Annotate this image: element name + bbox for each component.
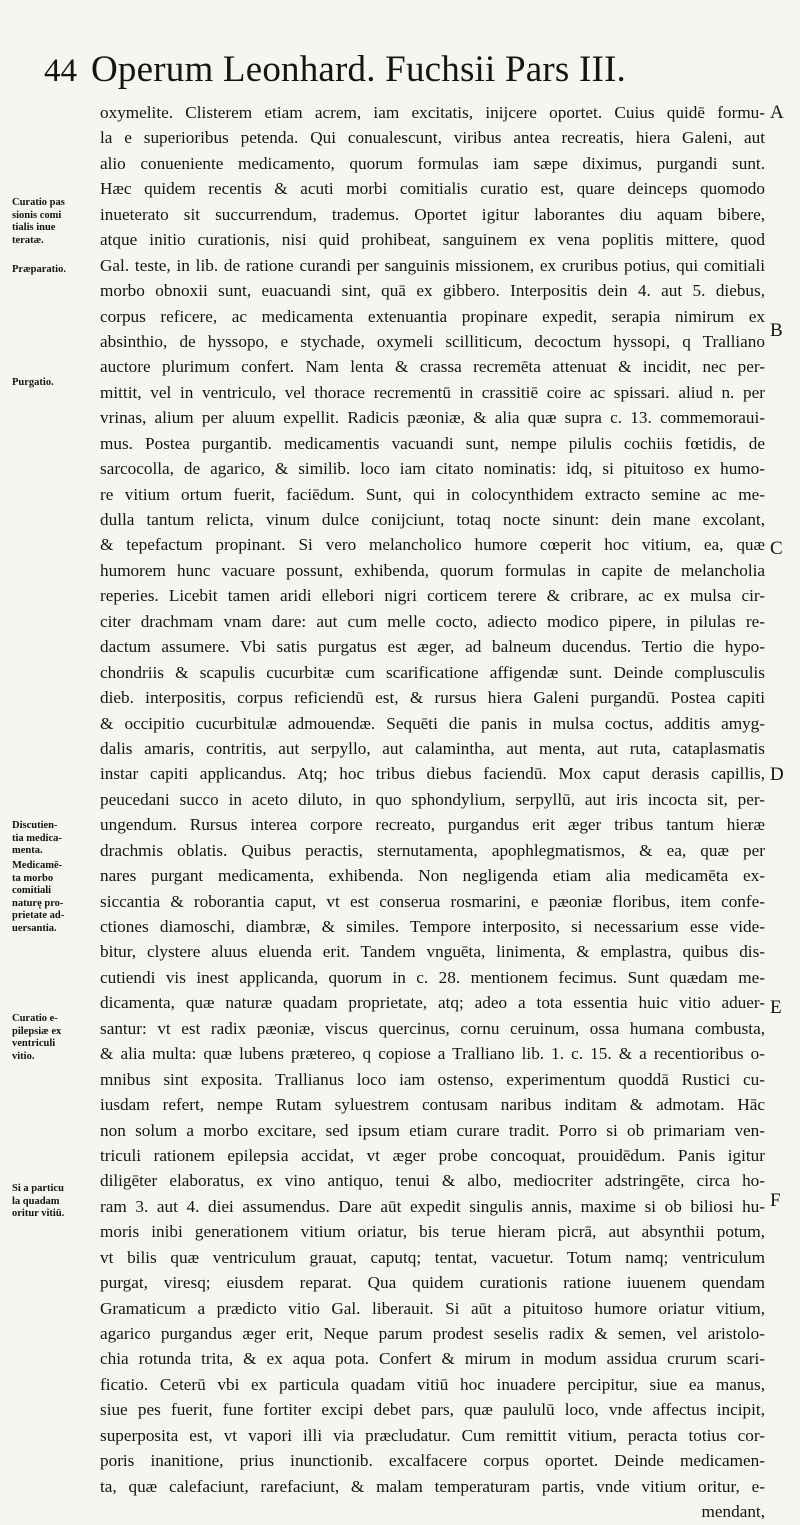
text-line: dalis amaris, contritis, aut serpyllo, aut calamintha, aut menta, aut ruta, cataplasmatis bbox=[100, 738, 765, 758]
margin-note-line: Præparatio. bbox=[12, 264, 66, 275]
text-line: moris inibi generationem vitium oriatur, bis terue hieram picrā, aut absynthii potum, bbox=[100, 1222, 765, 1242]
text-line: reperies. Licebit tamen aridi ellebori nigri corticem terere & cribrare, ac ex mulsa cir- bbox=[100, 586, 765, 606]
margin-note-line: la quadam bbox=[12, 1195, 60, 1207]
text-line: humorem hunc vacuare possunt, exhibenda, quorum formulas in capite de melancholia bbox=[100, 560, 765, 580]
text-line: bitur, clystere aluus eluenda erit. Tandem vnguēta, linimenta, & emplastra, quibus dis- bbox=[100, 942, 765, 962]
text-line: sarcocolla, de agarico, & similib. loco iam citato nominatis: idq, si pituitoso ex humo- bbox=[100, 459, 765, 479]
text-line: ungendum. Rursus interea corpore recreato, purgandus erit æger tribus tantum hieræ bbox=[100, 815, 765, 835]
margin-note-line: uersantia. bbox=[12, 922, 57, 934]
text-line: siccantia & roborantia caput, vt est conserua rosmarini, e pæoniæ floribus, item confe- bbox=[100, 891, 765, 911]
text-line: mus. Postea purgantib. medicamentis vacuandi sunt, nempe pilulis cochiis fœtidis, de bbox=[100, 433, 765, 453]
margin-note-line: Discutien- bbox=[12, 820, 58, 831]
text-line: auctore plurimum confert. Nam lenta & crassa recremēta attenuat & incidit, nec per- bbox=[100, 357, 765, 377]
text-line: & tepefactum propinant. Si vero melancholico humore cœperit hoc vitium, ea, quæ bbox=[100, 535, 765, 555]
margin-note-line: Purgatio. bbox=[12, 377, 54, 388]
margin-note-line: tia medica- bbox=[12, 832, 62, 844]
text-line: purgat, viresq; eiusdem reparat. Qua quidem curationis ratione iuuenem quendam bbox=[100, 1273, 765, 1293]
text-line: atque initio curationis, nisi quid prohibeat, sanguinem ex vena poplitis mittere, quod bbox=[100, 230, 765, 250]
margin-note-line: pilepsiæ ex bbox=[12, 1025, 62, 1037]
text-line: cutiendi vis inest applicanda, quorum in c. 28. mentionem fecimus. Sunt quædam me- bbox=[100, 967, 765, 987]
text-line: poris inanitione, prius inunctionib. excalfacere corpus oportet. Deinde medicamen- bbox=[100, 1451, 765, 1471]
section-letter-a: A bbox=[770, 102, 784, 123]
text-line: Gal. teste, in lib. de ratione curandi per sanguinis missionem, ex cruribus potius, qui comitiali bbox=[100, 255, 765, 275]
section-letter-c: C bbox=[770, 538, 783, 559]
margin-note bbox=[12, 1183, 98, 1221]
section-letter-d: D bbox=[770, 764, 784, 785]
margin-note-line: Curatio e- bbox=[12, 1013, 58, 1024]
text-line: vt bilis quæ ventriculum grauat, caputq; tentat, vacuetur. Totum namq; ventriculum bbox=[100, 1247, 765, 1267]
margin-note-line: naturę pro- bbox=[12, 897, 64, 909]
text-line: chondriis & scapulis cucurbitæ cum scarificatione affigendæ sunt. Deinde complusculis bbox=[100, 662, 765, 682]
margin-note-line: ventriculi bbox=[12, 1038, 56, 1049]
margin-note-line: tialis inue bbox=[12, 222, 56, 233]
text-line: agarico purgandus æger erit, Neque parum prodest seselis radix & semen, vel aristolo- bbox=[100, 1324, 765, 1343]
margin-note-line: ta morbo bbox=[12, 872, 54, 884]
text-line: citer drachmam vnam dare: aut cum melle cocto, adiecto modico pipere, in pilulas re- bbox=[100, 611, 765, 631]
section-letter-b: B bbox=[770, 320, 783, 341]
margin-note-line: prietate ad- bbox=[12, 910, 65, 921]
margin-note bbox=[12, 1013, 98, 1063]
margin-note-line: oritur vitiū. bbox=[12, 1208, 65, 1219]
margin-note-line: menta. bbox=[12, 845, 43, 856]
page-header bbox=[44, 48, 626, 98]
text-line: morbo obnoxii sunt, euacuandi sint, quā ex gibbero. Interpositis dein 4. aut 5. diebus, bbox=[100, 281, 765, 301]
margin-note bbox=[12, 197, 98, 247]
text-line: ctiones diamoschi, diambræ, & similes. Tempore interposito, si necessarium esse vide- bbox=[100, 917, 765, 936]
text-line: diligēter elaboratus, ex vino antiquo, tenui & albo, mediocriter adstringēte, circa ho- bbox=[100, 1171, 765, 1191]
text-line: iusdam refert, nempe Rutam syluestrem contusam naribus inditam & admotam. Hāc bbox=[100, 1095, 765, 1115]
margin-note-line: sionis comi bbox=[12, 209, 62, 221]
margin-note-line: comitiali bbox=[12, 885, 52, 896]
text-line: mittit, vel in ventriculo, vel thorace recrementū in crassitiē coire ac spissari. aliud n. per bbox=[100, 382, 765, 402]
section-letter-f: F bbox=[770, 1190, 781, 1211]
text-line: inueterato sit succurrendum, trademus. Oportet igitur laborantes diu aquam bibere, bbox=[100, 204, 765, 224]
text-line: re vitium ortum fuerit, faciēdum. Sunt, qui in colocynthidem extracto semine ac me- bbox=[100, 484, 765, 504]
text-line: siue pes fuerit, fune fortiter excipi debet pars, quæ paululū loco, vnde affectus incipit, bbox=[100, 1400, 765, 1420]
text-line: chia rotunda trita, & ex aqua pota. Confert & mirum in modum assidua crurum scari- bbox=[100, 1349, 765, 1369]
text-line: vrinas, alium per aluum expellit. Radicis pæoniæ, & alia quæ supra c. 13. commemoraui- bbox=[100, 408, 765, 428]
text-line: alio conueniente medicamento, quorum formulas iam sæpe diximus, purgandi sunt. bbox=[100, 153, 765, 173]
margin-note-line: Medicamē- bbox=[12, 860, 63, 871]
text-line: dactum assumere. Vbi satis purgatus est æger, ad balneum ducendus. Tertio die hypo- bbox=[100, 637, 765, 657]
text-line: oxymelite. Clisterem etiam acrem, iam excitatis, inijcere oportet. Cuius quidē formu- bbox=[100, 103, 765, 122]
folio-number: 44 bbox=[44, 53, 77, 89]
margin-note bbox=[12, 264, 98, 277]
section-letter-e: E bbox=[770, 997, 782, 1018]
text-line: & alia multa: quæ lubens prætereo, q copiose a Tralliano lib. 1. c. 15. & a recentioribus o- bbox=[100, 1044, 765, 1064]
text-line: Gramaticum a prædicto vitio Gal. liberauit. Si aūt a pituitoso humore oriatur vitium, bbox=[100, 1298, 765, 1318]
body-text bbox=[100, 100, 765, 1525]
margin-note-line: Si a particu bbox=[12, 1183, 64, 1194]
text-line: dulla tantum relicta, vinum dulce conijciunt, totaq nocte sinunt: dein mane excolant, bbox=[100, 510, 765, 529]
text-line: & occipitio cucurbitulæ admouendæ. Sequēti die panis in mulsa coctus, additis amyg- bbox=[100, 713, 765, 733]
text-line: la e superioribus petenda. Qui conualescunt, viribus antea recreatis, hiera Galeni, aut bbox=[100, 128, 765, 148]
margin-note bbox=[12, 377, 98, 390]
text-line: dicamenta, quæ naturæ quadam proprietate, atq; adeo a tota essentia huic vitio aduer- bbox=[100, 993, 765, 1013]
text-line: ram 3. aut 4. diei assumendus. Dare aūt expedit singulis annis, maxime si ob biliosi hu- bbox=[100, 1196, 765, 1216]
text-line: superposita est, vt vapori illi via præcludatur. Cum remittit vitium, peracta totius cor- bbox=[100, 1425, 765, 1445]
text-line: mnibus sint exposita. Trallianus loco iam ostenso, experimentum quoddā Rustici cu- bbox=[100, 1069, 765, 1089]
margin-note-line: teratæ. bbox=[12, 234, 44, 246]
text-line: triculi rationem epilepsia accidat, vt æger probe concoquat, prouidēdum. Panis igitur bbox=[100, 1145, 765, 1165]
text-line: Hæc quidem recentis & acuti morbi comitialis curatio est, quare deinceps quomodo bbox=[100, 179, 765, 199]
text-line: peucedani succo in aceto diluto, in quo sphondylium, serpyllū, aut iris incocta sit, per- bbox=[100, 789, 765, 809]
text-line: dieb. interpositis, corpus reficiendū est, & rursus hiera Galeni purgandū. Postea capiti bbox=[100, 688, 765, 708]
text-line: ta, quæ calefaciunt, rarefaciunt, & malam temperaturam partis, vnde vitium oritur, e- bbox=[100, 1476, 765, 1496]
text-line: santur: vt est radix pæoniæ, viscus quercinus, cornu ceruinum, ossa humana combusta, bbox=[100, 1018, 765, 1038]
text-line: corpus reficere, ac medicamenta extenuantia propinare expedit, serapia nimirum ex bbox=[100, 306, 765, 326]
text-line: absinthio, de hyssopo, e stychade, oxymeli scilliticum, decoctum hyssopi, q Tralliano bbox=[100, 331, 765, 351]
text-line: mendant, bbox=[701, 1502, 765, 1522]
text-line: drachmis oblatis. Quibus peractis, sternutamenta, apophlegmatismos, & ea, quæ per bbox=[100, 840, 765, 860]
text-line: instar capiti applicandus. Atq; hoc tribus diebus faciendū. Mox caput derasis capillis, bbox=[100, 764, 765, 784]
margin-note-line: Curatio pas bbox=[12, 197, 65, 208]
text-line: ficatio. Ceterū vbi ex particula quadam vitiū hoc inuadere percipitur, siue ea manus, bbox=[100, 1374, 765, 1394]
text-line: nares purgant medicamenta, exhibenda. Non negligenda etiam alia medicamēta ex- bbox=[100, 866, 765, 886]
running-title: Operum Leonhard. Fuchsii Pars III. bbox=[91, 49, 626, 90]
margin-note bbox=[12, 820, 98, 858]
margin-note-line: vitio. bbox=[12, 1050, 35, 1062]
text-line: non solum a morbo excitare, sed ipsum etiam curare tradit. Porro si ob primariam ven- bbox=[100, 1120, 765, 1140]
margin-note bbox=[12, 860, 98, 935]
